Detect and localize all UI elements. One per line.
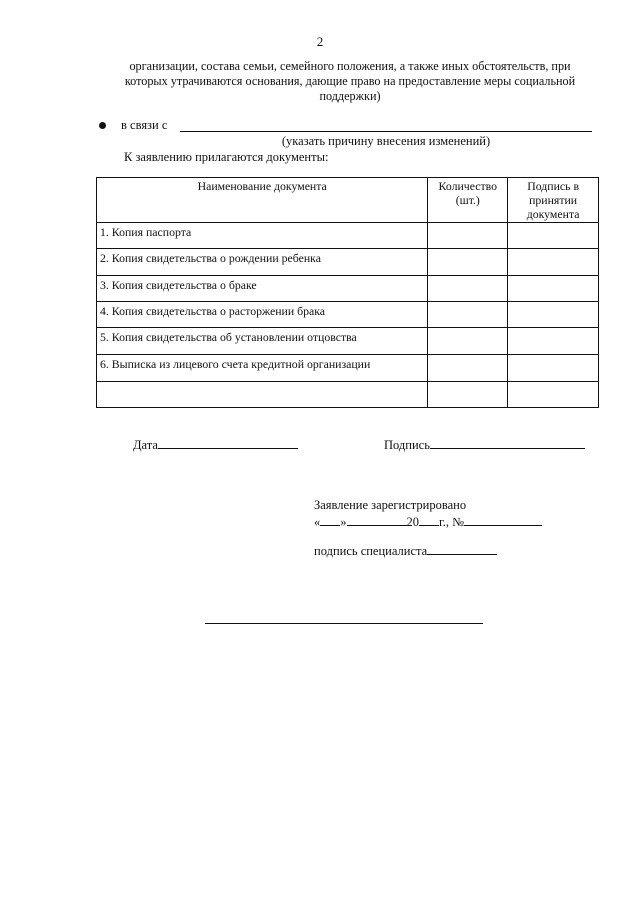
quantity-cell[interactable] — [428, 249, 508, 276]
attachments-intro: К заявлению прилагаются документы: — [124, 150, 329, 164]
registration-title: Заявление зарегистрировано — [314, 498, 467, 512]
signature-cell[interactable] — [508, 249, 599, 276]
specialist-signature-label: подпись специалиста — [314, 544, 428, 558]
intro-paragraph — [108, 59, 592, 104]
document-name-cell[interactable] — [97, 382, 428, 408]
header-quantity-line-1: Количество — [438, 179, 498, 193]
quantity-cell[interactable] — [428, 382, 508, 408]
intro-line-2: которых утрачиваются основания, дающие право на предоставление меры социальной — [124, 74, 576, 88]
signature-cell[interactable] — [508, 328, 599, 355]
intro-line-1: организации, состава семьи, семейного положения, а также иных обстоятельств, при — [129, 59, 571, 73]
header-quantity — [428, 178, 508, 223]
month-input-line[interactable] — [347, 514, 407, 526]
document-name-cell: 4. Копия свидетельства о расторжении брака — [97, 302, 428, 328]
year-input-line[interactable] — [419, 514, 439, 526]
year-suffix: г., № — [439, 515, 465, 529]
day-input-line[interactable] — [320, 514, 340, 526]
reason-input-line[interactable] — [180, 131, 592, 132]
bullet-icon — [99, 122, 106, 129]
document-name-cell: 6. Выписка из лицевого счета кредитной организации — [97, 355, 428, 382]
document-name-cell: 5. Копия свидетельства об установлении отцовства — [97, 328, 428, 355]
header-quantity-line-2: (шт.) — [455, 193, 480, 207]
reason-label: в связи с — [121, 118, 168, 132]
table-row — [97, 382, 599, 408]
date-field — [133, 437, 298, 453]
header-signature — [508, 178, 599, 223]
quote-close: » — [340, 515, 347, 529]
intro-line-3: поддержки) — [319, 89, 381, 103]
quantity-cell[interactable] — [428, 328, 508, 355]
table-row — [97, 302, 599, 328]
date-input-line[interactable] — [158, 437, 298, 449]
header-signature-line-3: документа — [526, 207, 580, 221]
quote-open: « — [314, 515, 321, 529]
signature-cell[interactable] — [508, 355, 599, 382]
header-document-name: Наименование документа — [97, 178, 428, 223]
table-row — [97, 249, 599, 276]
signature-field — [384, 437, 585, 453]
document-name-cell: 1. Копия паспорта — [97, 223, 428, 249]
registration-number-input-line[interactable] — [464, 514, 542, 526]
document-name-cell: 2. Копия свидетельства о рождении ребенка — [97, 249, 428, 276]
table-row — [97, 276, 599, 302]
quantity-cell[interactable] — [428, 276, 508, 302]
signature-label: Подпись — [384, 438, 430, 452]
specialist-signature-input-line[interactable] — [427, 543, 497, 555]
year-prefix: 20 — [406, 515, 419, 529]
header-signature-line-1: Подпись в — [527, 179, 580, 193]
quantity-cell[interactable] — [428, 302, 508, 328]
specialist-signature-field — [314, 543, 497, 559]
quantity-cell[interactable] — [428, 223, 508, 249]
document-name-cell: 3. Копия свидетельства о браке — [97, 276, 428, 302]
bottom-divider — [205, 623, 483, 624]
table-header-row — [97, 178, 599, 223]
reason-hint: (указать причину внесения изменений) — [281, 134, 491, 148]
page-number: 2 — [316, 34, 324, 49]
header-signature-line-2: принятии — [529, 193, 578, 207]
documents-table — [96, 177, 599, 408]
signature-cell[interactable] — [508, 223, 599, 249]
date-label: Дата — [133, 438, 158, 452]
table-row — [97, 355, 599, 382]
signature-cell[interactable] — [508, 276, 599, 302]
quantity-cell[interactable] — [428, 355, 508, 382]
signature-cell[interactable] — [508, 382, 599, 408]
registration-date-number — [314, 514, 542, 530]
table-row — [97, 328, 599, 355]
table-row — [97, 223, 599, 249]
signature-cell[interactable] — [508, 302, 599, 328]
signature-input-line[interactable] — [430, 437, 585, 449]
